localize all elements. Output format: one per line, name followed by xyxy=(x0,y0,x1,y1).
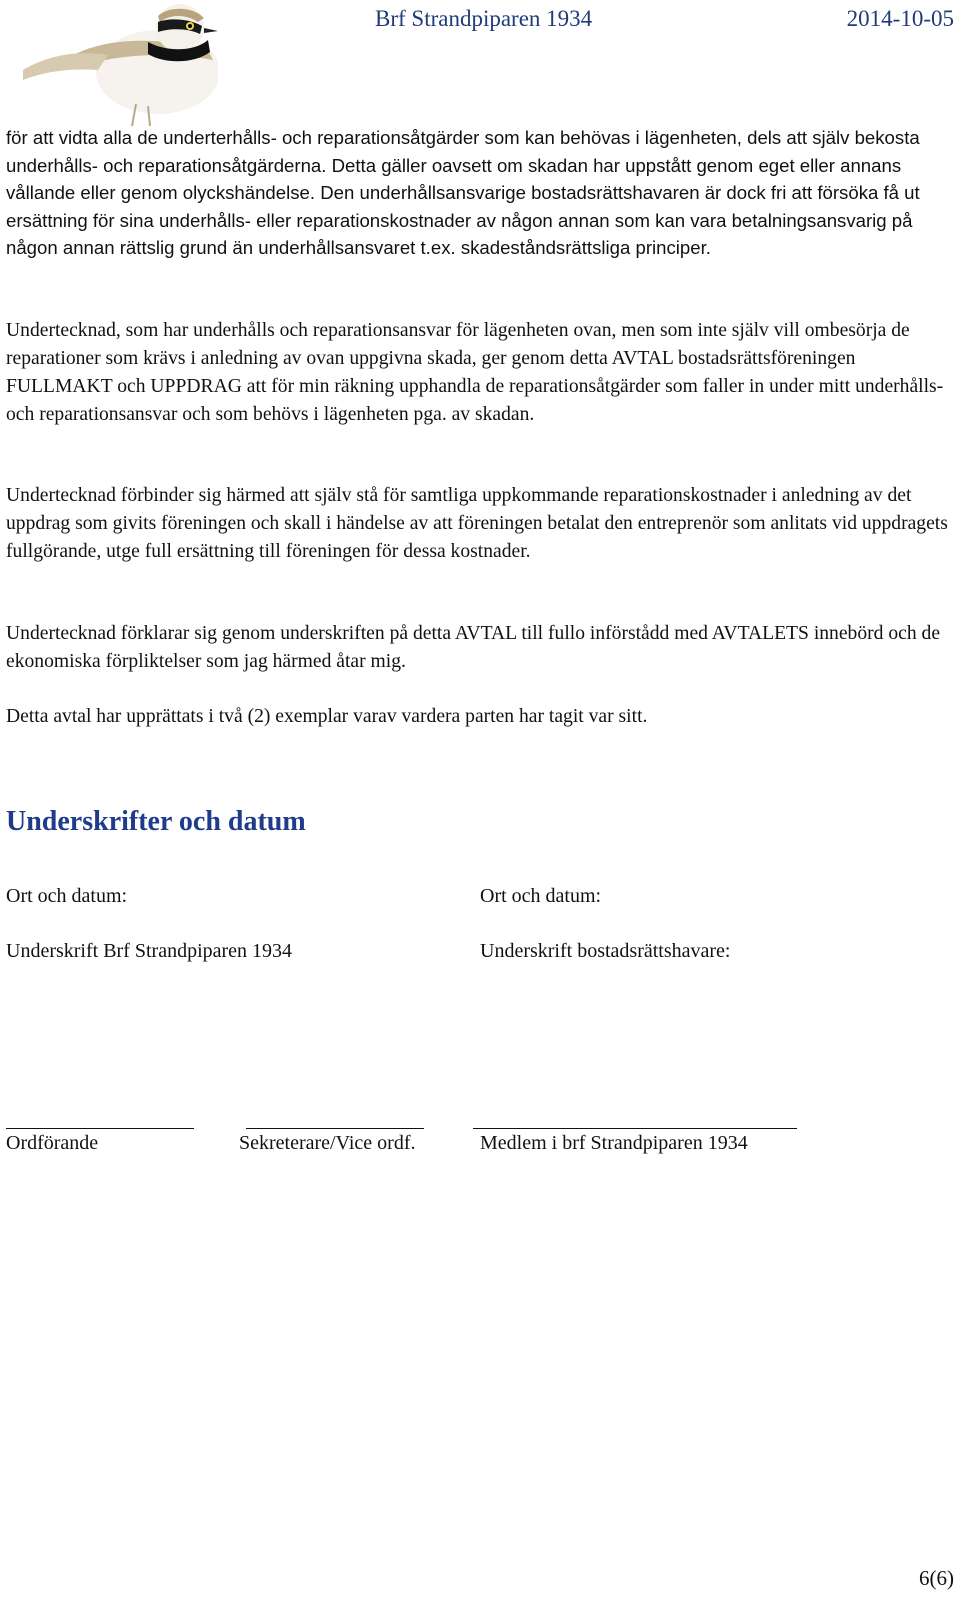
page-number: 6(6) xyxy=(919,1566,954,1590)
paragraph-maintenance-liability: för att vidta alla de underterhålls- och reparationsåtgärder som kan behövas i lägenheten, dels att själv bekosta underhålls- och reparationsåtgärderna. Detta gäller oavsett om skadan har uppstått genom eget eller annans vållande eller genom olyckshändelse. Den underhållsansvarige bostadsrättshavaren är dock fri att försöka få ut ersättning för sina underhålls- eller reparationskostnader av någon annan som kan vara betalningsansvarig på någon annan rättslig grund än underhållsansvaret t.ex. skadeståndsrättsliga principer. xyxy=(6,127,920,258)
plover-bird-icon xyxy=(8,0,218,128)
header-date: 2014-10-05 xyxy=(846,6,954,31)
header-association-name: Brf Strandpiparen 1934 xyxy=(375,6,593,31)
paragraph-power-of-attorney: Undertecknad, som har underhålls och reparationsansvar för lägenheten ovan, men som inte själv vill ombesörja de reparationer som krävs i anledning av ovan uppgivna skada, ger genom detta AVTAL bostadsrättsföreningen FULLMAKT och UPPDRAG att för min räkning upphandla de reparationsåtgärder som faller in under mitt underhålls- och reparationsansvar och som behövs i lägenheten pga. av skadan. xyxy=(6,320,944,425)
signature-line-chair xyxy=(6,1128,194,1129)
signature-role-secretary: Sekreterare/Vice ordf. xyxy=(239,1132,416,1154)
right-place-date-label: Ort och datum: xyxy=(480,885,602,907)
signature-role-member: Medlem i brf Strandpiparen 1934 xyxy=(480,1132,748,1154)
signature-role-chair: Ordförande xyxy=(6,1132,99,1154)
right-signature-label: Underskrift bostadsrättshavare: xyxy=(480,940,731,962)
left-signature-label: Underskrift Brf Strandpiparen 1934 xyxy=(6,940,293,962)
signatures-heading: Underskrifter och datum xyxy=(6,806,306,837)
paragraph-acknowledgement: Undertecknad förklarar sig genom underskriften på detta AVTAL till fullo införstådd med AVTALETS innebörd och de ekonomiska förpliktelser som jag härmed åtar mig. xyxy=(6,623,941,672)
signature-line-member xyxy=(473,1128,797,1129)
paragraph-copies: Detta avtal har upprättats i två (2) exemplar varav vardera parten har tagit var sitt. xyxy=(6,706,648,727)
left-place-date-label: Ort och datum: xyxy=(6,885,128,907)
signature-line-secretary xyxy=(246,1128,424,1129)
paragraph-cost-commitment: Undertecknad förbinder sig härmed att själv stå för samtliga uppkommande reparationskostnader i anledning av det uppdrag som givits föreningen och skall i händelse av att föreningen betalat den entreprenör som anlitats vid uppdragets fullgörande, utge full ersättning till föreningen för dessa kostnader. xyxy=(6,485,948,562)
